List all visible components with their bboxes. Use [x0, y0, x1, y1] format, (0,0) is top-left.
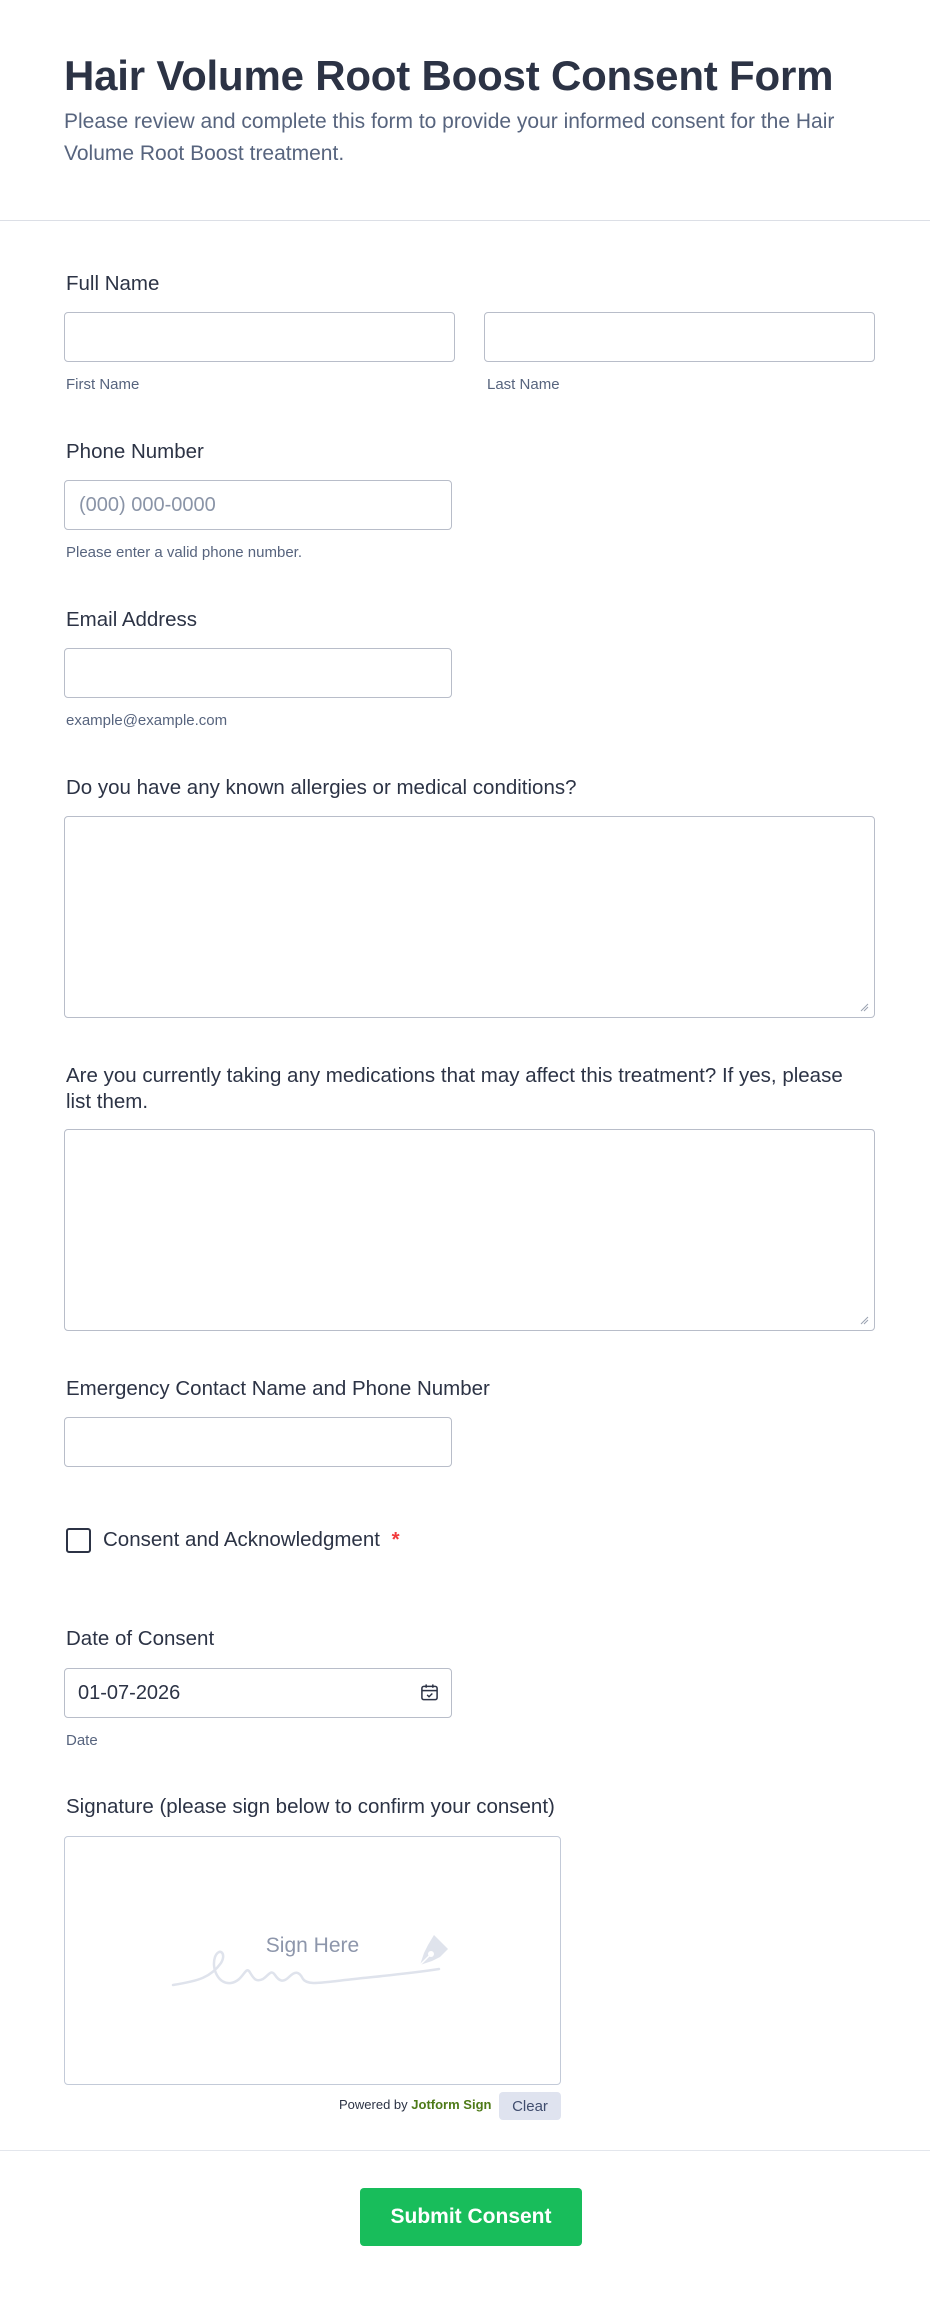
- signature-hint: Sign Here: [265, 1934, 360, 1957]
- phone-input[interactable]: [64, 480, 452, 530]
- required-asterisk: *: [391, 1528, 400, 1551]
- signature-label: Signature (please sign below to confirm your consent): [66, 1795, 555, 1818]
- jotform-sign-brand: Jotform Sign: [411, 2097, 492, 2112]
- signature-pad[interactable]: [64, 1836, 561, 2085]
- full-name-label: Full Name: [66, 272, 160, 295]
- first-name-input[interactable]: [64, 312, 455, 362]
- resize-grip-icon[interactable]: [859, 1002, 869, 1012]
- calendar-icon[interactable]: [420, 1683, 439, 1702]
- allergies-label: Do you have any known allergies or medical conditions?: [66, 776, 577, 799]
- pen-nib-icon: [410, 1931, 452, 1973]
- date-value: 01-07-2026: [78, 1682, 181, 1704]
- form-title: Hair Volume Root Boost Consent Form: [64, 52, 834, 99]
- powered-by-prefix: Powered by: [339, 2097, 408, 2112]
- consent-label[interactable]: [103, 1527, 400, 1553]
- email-sublabel: example@example.com: [66, 712, 228, 729]
- submit-consent-button[interactable]: Submit Consent: [360, 2188, 582, 2246]
- footer-divider: [0, 2150, 930, 2151]
- phone-label: Phone Number: [66, 440, 204, 463]
- date-label: Date of Consent: [66, 1627, 215, 1650]
- medications-label: Are you currently taking any medications that may affect this treatment? If yes, please list them.: [66, 1064, 843, 1113]
- medications-textarea[interactable]: [64, 1129, 875, 1331]
- clear-signature-button[interactable]: Clear: [499, 2092, 561, 2120]
- phone-sublabel: Please enter a valid phone number.: [66, 544, 302, 561]
- consent-label-text: Consent and Acknowledgment: [103, 1528, 380, 1551]
- consent-checkbox[interactable]: [66, 1528, 91, 1553]
- allergies-textarea[interactable]: [64, 816, 875, 1018]
- emergency-contact-label: Emergency Contact Name and Phone Number: [66, 1377, 490, 1400]
- first-name-sublabel: First Name: [66, 376, 140, 393]
- emergency-contact-input[interactable]: [64, 1417, 452, 1467]
- form-subtitle: Please review and complete this form to provide your informed consent for the Hair Volume Root Boost treatment.: [64, 110, 835, 165]
- date-input[interactable]: [64, 1668, 452, 1718]
- last-name-input[interactable]: [484, 312, 875, 362]
- email-label: Email Address: [66, 608, 198, 631]
- date-sublabel: Date: [66, 1732, 98, 1749]
- resize-grip-icon[interactable]: [859, 1315, 869, 1325]
- last-name-sublabel: Last Name: [487, 376, 560, 393]
- email-input[interactable]: [64, 648, 452, 698]
- form-header: [0, 0, 930, 221]
- powered-by-text: [339, 2097, 491, 2112]
